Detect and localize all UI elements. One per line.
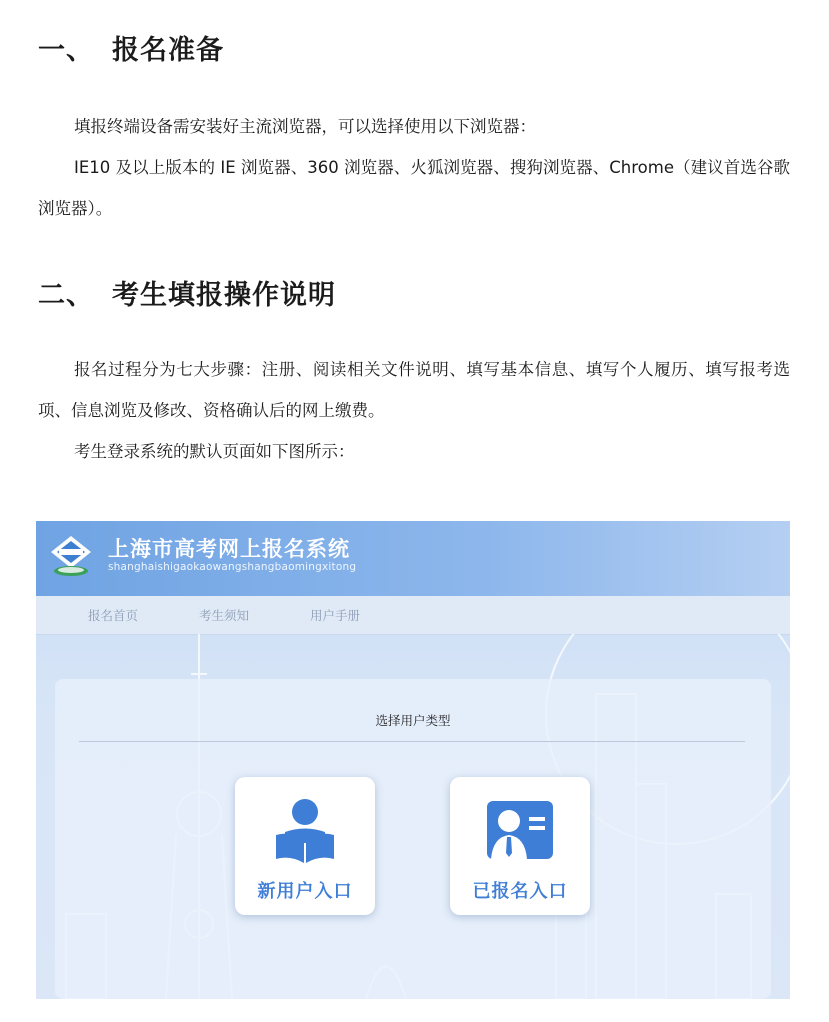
site-subtitle: shanghaishigaokaowangshangbaomingxitong	[108, 561, 357, 573]
user-type-panel	[55, 679, 771, 999]
registered-entry-button[interactable]	[450, 777, 590, 915]
paragraph: IE10 及以上版本的 IE 浏览器、360 浏览器、火狐浏览器、搜狗浏览器、Chrome（建议首选谷歌浏览器）。	[38, 158, 790, 218]
paragraph: 报名过程分为七大步骤：注册、阅读相关文件说明、填写基本信息、填写个人履历、填写报考选项、信息浏览及修改、资格确认后的网上缴费。	[38, 360, 790, 420]
section-1-body	[38, 106, 790, 229]
registered-label: 已报名入口	[472, 881, 568, 902]
section-1-heading	[38, 28, 224, 67]
site-nav	[36, 596, 790, 635]
section-2-body	[38, 349, 790, 472]
section-1-title: 报名准备	[112, 35, 224, 66]
site-logo-icon	[48, 533, 94, 579]
new-user-entry-button[interactable]	[235, 777, 375, 915]
section-2-title: 考生填报操作说明	[112, 280, 336, 311]
site-title: 上海市高考网上报名系统	[108, 537, 350, 561]
id-card-icon	[485, 795, 555, 867]
section-2-number: 二、	[38, 280, 94, 311]
nav-home[interactable]: 报名首页	[88, 608, 139, 623]
new-user-label: 新用户入口	[257, 881, 353, 902]
section-1-number: 一、	[38, 35, 94, 66]
system-screenshot	[36, 521, 790, 999]
paragraph: 考生登录系统的默认页面如下图所示：	[74, 442, 355, 461]
section-2-heading	[38, 273, 336, 312]
nav-manual[interactable]: 用户手册	[310, 608, 361, 623]
panel-title: 选择用户类型	[375, 713, 451, 728]
divider	[79, 741, 745, 742]
reading-person-icon	[270, 795, 340, 867]
site-header	[36, 521, 790, 596]
paragraph: 填报终端设备需安装好主流浏览器，可以选择使用以下浏览器：	[74, 117, 536, 136]
nav-notice[interactable]: 考生须知	[199, 608, 250, 623]
